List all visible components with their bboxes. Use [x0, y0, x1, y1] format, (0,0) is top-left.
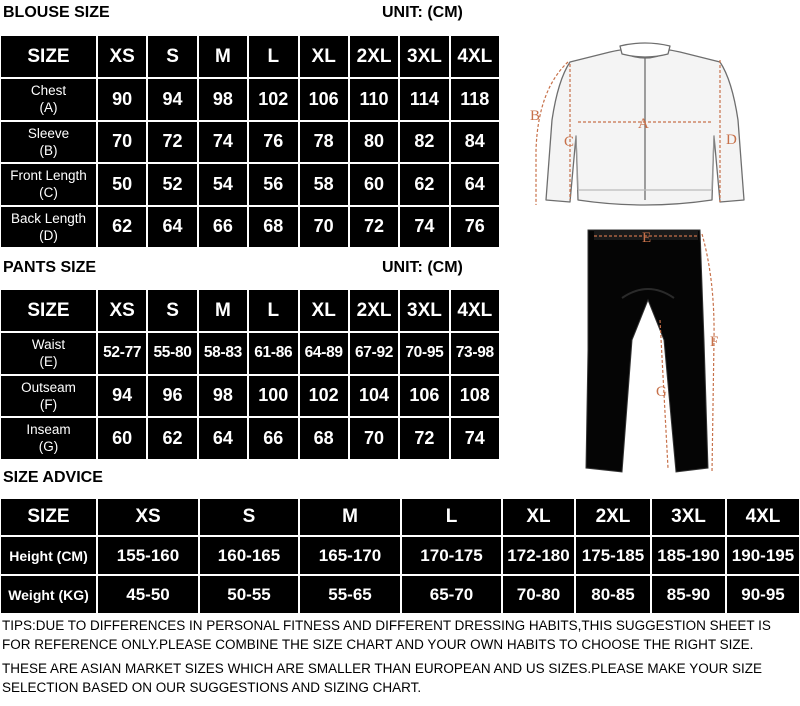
- table-cell: 56: [248, 163, 298, 206]
- header-cell: 3XL: [399, 35, 449, 78]
- table-cell: 106: [399, 375, 449, 418]
- pants-size-table: [0, 289, 500, 460]
- header-cell: XL: [299, 35, 349, 78]
- tips-line-2: THESE ARE ASIAN MARKET SIZES WHICH ARE SMALLER THAN EUROPEAN AND US SIZES.PLEASE MAKE YOUR SIZE SELECTION BASED ON OUR SUGGESTIONS AND SIZING CHART.: [2, 661, 762, 695]
- table-cell: 114: [399, 78, 449, 121]
- table-row: [0, 536, 800, 575]
- table-cell: 60: [349, 163, 399, 206]
- table-cell: 108: [450, 375, 500, 418]
- table-cell: 76: [248, 121, 298, 164]
- table-header-row: [0, 498, 800, 536]
- table-cell: 66: [198, 206, 248, 249]
- table-row: [0, 206, 500, 249]
- table-cell: 110: [349, 78, 399, 121]
- header-cell: S: [199, 498, 299, 536]
- row-label: [0, 121, 97, 164]
- measure-code: (E): [39, 354, 58, 370]
- table-cell: 64: [450, 163, 500, 206]
- table-cell: 90-95: [726, 575, 800, 614]
- size-advice-table: [0, 498, 800, 614]
- table-cell: 78: [299, 121, 349, 164]
- table-cell: 72: [399, 417, 449, 460]
- row-label: [0, 78, 97, 121]
- row-label: [0, 332, 97, 375]
- row-label: Height (CM): [0, 536, 97, 575]
- header-cell: L: [248, 289, 298, 332]
- table-cell: 64-89: [299, 332, 349, 375]
- header-cell: 2XL: [349, 289, 399, 332]
- table-cell: 94: [97, 375, 147, 418]
- table-cell: 61-86: [248, 332, 298, 375]
- measure-name: Waist: [31, 337, 66, 353]
- measure-label-c: C: [564, 134, 575, 150]
- row-label: [0, 375, 97, 418]
- table-cell: 84: [450, 121, 500, 164]
- pants-title: PANTS SIZE: [3, 259, 97, 276]
- table-cell: 64: [198, 417, 248, 460]
- pants-unit: UNIT: (CM): [382, 259, 463, 276]
- table-cell: 190-195: [726, 536, 800, 575]
- table-cell: 68: [248, 206, 298, 249]
- table-row: [0, 332, 500, 375]
- table-cell: 98: [198, 78, 248, 121]
- measure-label-b: B: [530, 108, 541, 124]
- jersey-diagram: [510, 40, 800, 220]
- table-cell: 155-160: [97, 536, 199, 575]
- table-cell: 62: [399, 163, 449, 206]
- measure-label-f: F: [710, 334, 719, 350]
- table-header-row: [0, 289, 500, 332]
- table-cell: 50-55: [199, 575, 299, 614]
- measure-label-g: G: [656, 384, 667, 400]
- table-cell: 85-90: [651, 575, 726, 614]
- table-cell: 82: [399, 121, 449, 164]
- tips-line-1: TIPS:DUE TO DIFFERENCES IN PERSONAL FITNESS AND DIFFERENT DRESSING HABITS,THIS SUGGESTION SHEET IS FOR REFERENCE ONLY.PLEASE COMBINE THE SIZE CHART AND YOUR OWN HABITS TO CHOOSE THE RIGHT SIZE.: [2, 618, 771, 652]
- table-cell: 74: [450, 417, 500, 460]
- header-cell: SIZE: [0, 498, 97, 536]
- header-cell: 4XL: [450, 35, 500, 78]
- table-cell: 118: [450, 78, 500, 121]
- measure-label-d: D: [726, 132, 737, 148]
- table-cell: 62: [147, 417, 197, 460]
- header-cell: S: [147, 35, 197, 78]
- measure-code: (G): [38, 439, 59, 455]
- measure-code: (B): [39, 142, 58, 158]
- table-cell: 70: [97, 121, 147, 164]
- table-cell: 54: [198, 163, 248, 206]
- measure-name: Outseam: [21, 379, 76, 395]
- measure-name: Chest: [30, 83, 67, 99]
- table-row: [0, 163, 500, 206]
- table-cell: 62: [97, 206, 147, 249]
- header-cell: L: [248, 35, 298, 78]
- table-cell: 70-80: [502, 575, 575, 614]
- header-cell: 3XL: [651, 498, 726, 536]
- measure-label-e: E: [642, 230, 652, 246]
- table-cell: 66: [248, 417, 298, 460]
- table-cell: 50: [97, 163, 147, 206]
- row-label: [0, 163, 97, 206]
- table-cell: 106: [299, 78, 349, 121]
- header-cell: SIZE: [0, 35, 97, 78]
- table-cell: 80: [349, 121, 399, 164]
- table-cell: 172-180: [502, 536, 575, 575]
- row-label: Weight (KG): [0, 575, 97, 614]
- measure-name: Sleeve: [27, 125, 70, 141]
- table-cell: 67-92: [349, 332, 399, 375]
- table-cell: 76: [450, 206, 500, 249]
- table-cell: 72: [147, 121, 197, 164]
- header-cell: 4XL: [450, 289, 500, 332]
- table-cell: 68: [299, 417, 349, 460]
- measure-code: (C): [39, 185, 58, 201]
- table-cell: 94: [147, 78, 197, 121]
- measure-code: (D): [39, 227, 58, 243]
- pants-diagram: [570, 220, 730, 480]
- table-cell: 72: [349, 206, 399, 249]
- measure-name: Front Length: [10, 168, 87, 184]
- tips-text: [2, 616, 798, 702]
- table-cell: 65-70: [401, 575, 502, 614]
- table-cell: 52-77: [97, 332, 147, 375]
- table-cell: 80-85: [575, 575, 651, 614]
- header-cell: 4XL: [726, 498, 800, 536]
- table-cell: 98: [198, 375, 248, 418]
- table-cell: 165-170: [299, 536, 401, 575]
- header-cell: XL: [502, 498, 575, 536]
- table-cell: 175-185: [575, 536, 651, 575]
- table-row: [0, 575, 800, 614]
- header-cell: XL: [299, 289, 349, 332]
- table-cell: 104: [349, 375, 399, 418]
- table-cell: 70: [299, 206, 349, 249]
- row-label: [0, 206, 97, 249]
- measure-name: Back Length: [10, 210, 87, 226]
- measure-label-a: A: [638, 116, 649, 132]
- blouse-unit: UNIT: (CM): [382, 4, 463, 21]
- table-header-row: [0, 35, 500, 78]
- header-cell: M: [299, 498, 401, 536]
- header-cell: M: [198, 289, 248, 332]
- table-cell: 102: [248, 78, 298, 121]
- table-row: [0, 78, 500, 121]
- header-cell: 2XL: [349, 35, 399, 78]
- table-cell: 60: [97, 417, 147, 460]
- table-row: [0, 121, 500, 164]
- table-cell: 170-175: [401, 536, 502, 575]
- table-cell: 73-98: [450, 332, 500, 375]
- pants-illustration: [586, 230, 708, 472]
- table-cell: 55-80: [147, 332, 197, 375]
- header-cell: M: [198, 35, 248, 78]
- table-cell: 52: [147, 163, 197, 206]
- header-cell: XS: [97, 289, 147, 332]
- header-cell: 3XL: [399, 289, 449, 332]
- table-cell: 96: [147, 375, 197, 418]
- header-cell: S: [147, 289, 197, 332]
- advice-title: SIZE ADVICE: [3, 469, 103, 486]
- table-cell: 160-165: [199, 536, 299, 575]
- header-cell: XS: [97, 498, 199, 536]
- table-cell: 185-190: [651, 536, 726, 575]
- table-cell: 74: [198, 121, 248, 164]
- table-cell: 70-95: [399, 332, 449, 375]
- row-label: [0, 417, 97, 460]
- table-cell: 58: [299, 163, 349, 206]
- measure-code: (A): [39, 100, 58, 116]
- table-cell: 100: [248, 375, 298, 418]
- table-row: [0, 375, 500, 418]
- table-cell: 90: [97, 78, 147, 121]
- table-cell: 45-50: [97, 575, 199, 614]
- table-cell: 102: [299, 375, 349, 418]
- header-cell: 2XL: [575, 498, 651, 536]
- header-cell: SIZE: [0, 289, 97, 332]
- table-cell: 55-65: [299, 575, 401, 614]
- header-cell: L: [401, 498, 502, 536]
- table-cell: 74: [399, 206, 449, 249]
- table-row: [0, 417, 500, 460]
- blouse-title: BLOUSE SIZE: [3, 4, 110, 21]
- table-cell: 70: [349, 417, 399, 460]
- measure-code: (F): [39, 396, 58, 412]
- measure-name: Inseam: [26, 422, 71, 438]
- table-cell: 64: [147, 206, 197, 249]
- blouse-size-table: [0, 35, 500, 248]
- table-cell: 58-83: [198, 332, 248, 375]
- header-cell: XS: [97, 35, 147, 78]
